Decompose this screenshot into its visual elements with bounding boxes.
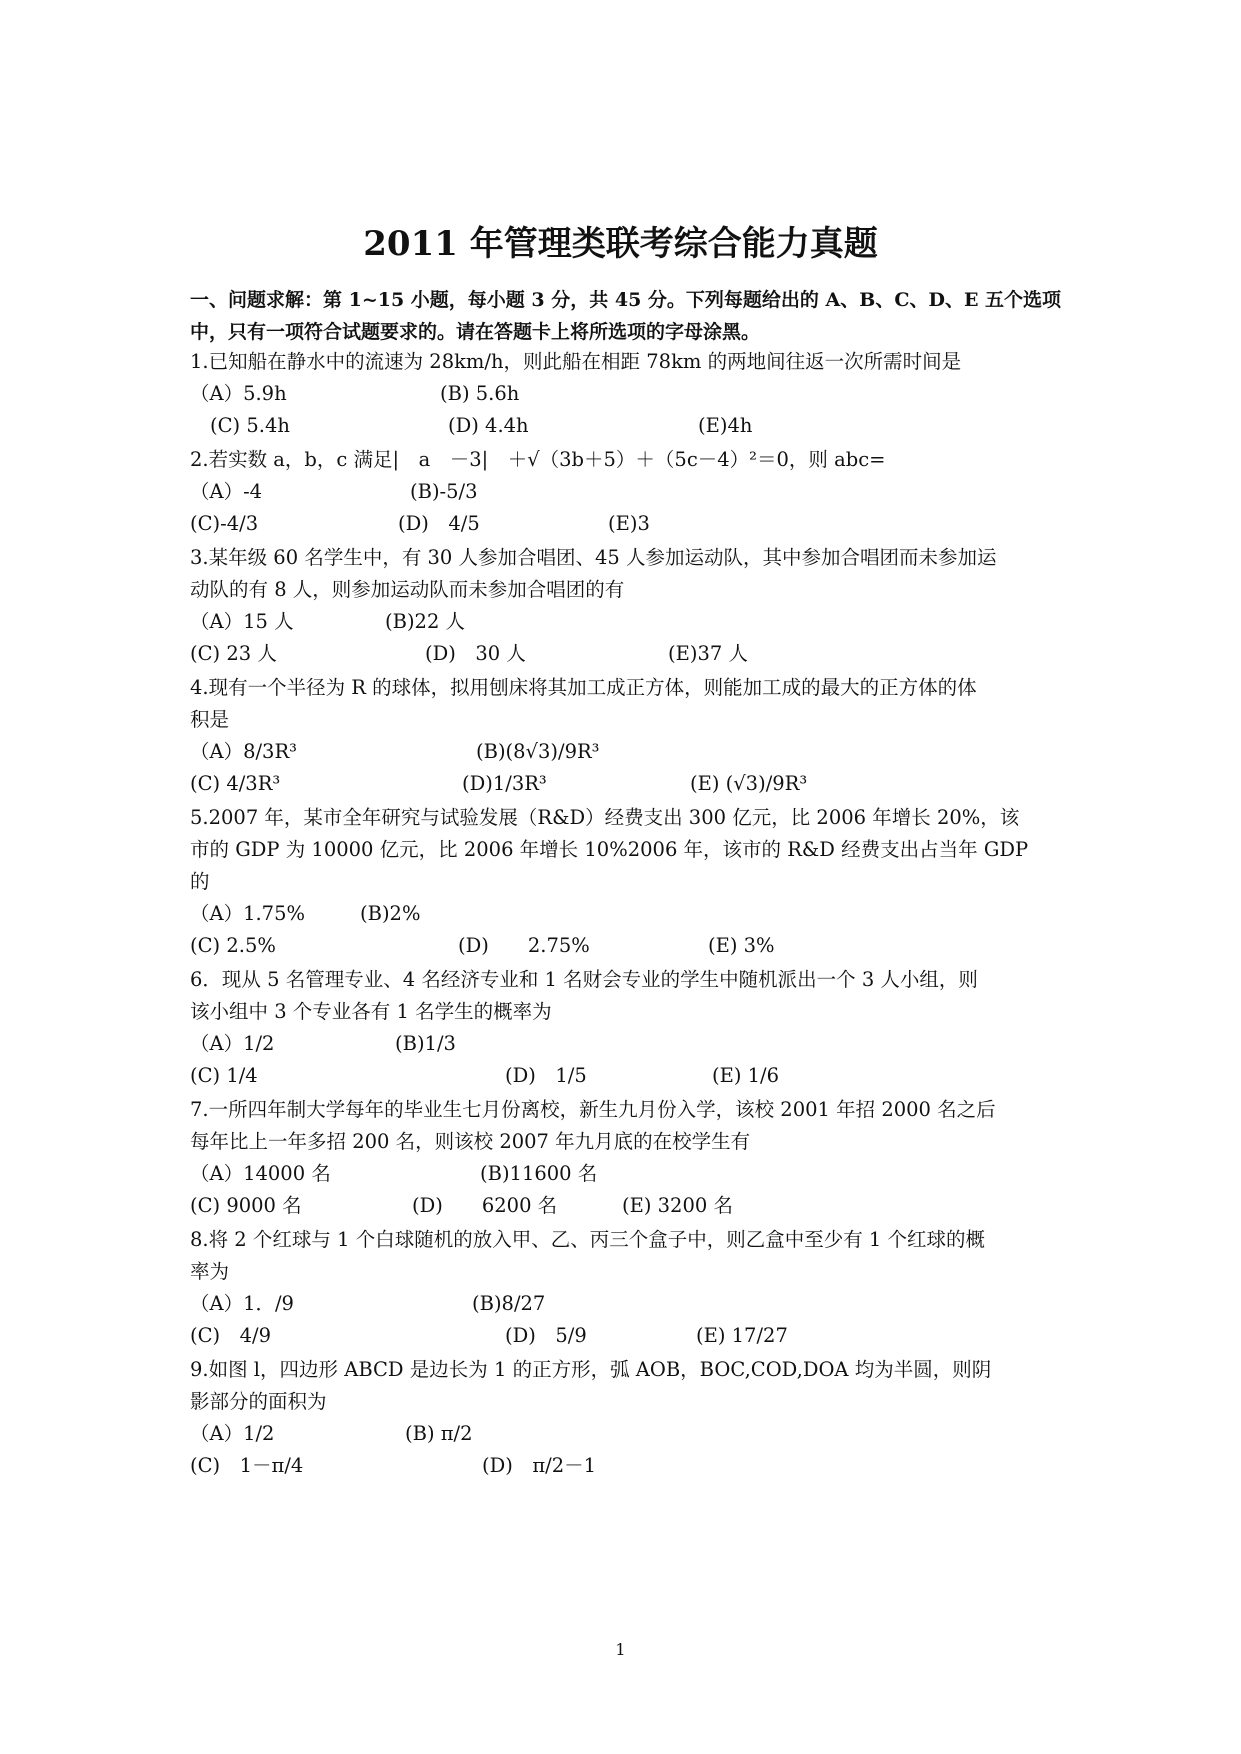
question-2-option-c: (C)-4/3 <box>190 512 259 535</box>
question-3-option-b: (B)22 人 <box>385 610 466 633</box>
question-3-text-line-2: 动队的有 8 人，则参加运动队而未参加合唱团的有 <box>190 578 625 601</box>
question-5-text-line-3: 的 <box>190 870 210 893</box>
question-6-option-a: （A）1/2 <box>190 1032 275 1055</box>
question-6-text-line-2: 该小组中 3 个专业各有 1 名学生的概率为 <box>190 1000 552 1023</box>
question-5-option-c: (C) 2.5% <box>190 934 276 957</box>
question-7-option-c: (C) 9000 名 <box>190 1194 302 1217</box>
question-1-option-c: (C) 5.4h <box>210 414 290 437</box>
question-2-text: 2.若实数 a，b，c 满足| a －3| ＋√（3b＋5）＋（5c－4）²＝0，则 abc= <box>190 448 886 471</box>
question-7-text-line-1: 7.一所四年制大学每年的毕业生七月份离校，新生九月份入学，该校 2001 年招 2000 名之后 <box>190 1098 996 1121</box>
question-8-text-line-2: 率为 <box>190 1260 230 1283</box>
question-5-option-b: (B)2% <box>360 902 421 925</box>
question-5-text-line-1: 5.2007 年，某市全年研究与试验发展（R&D）经费支出 300 亿元，比 2006 年增长 20%，该 <box>190 806 1020 829</box>
question-3-option-d: (D) 30 人 <box>425 642 526 665</box>
question-8-option-a: （A）1．/9 <box>190 1292 294 1315</box>
question-1-option-e: (E)4h <box>698 414 753 437</box>
question-6-text-line-1: 6．现从 5 名管理专业、4 名经济专业和 1 名财会专业的学生中随机派出一个 3 人小组，则 <box>190 968 978 991</box>
page-title: 2011 年管理类联考综合能力真题 <box>363 224 878 264</box>
question-4-text-line-1: 4.现有一个半径为 R 的球体，拟用刨床将其加工成正方体，则能加工成的最大的正方体的体 <box>190 676 977 699</box>
question-6-option-d: (D) 1/5 <box>505 1064 587 1087</box>
question-1-option-d: (D) 4.4h <box>448 414 529 437</box>
question-5-text-line-2: 市的 GDP 为 10000 亿元，比 2006 年增长 10%2006 年，该市的 R&D 经费支出占当年 GDP <box>190 838 1029 861</box>
question-3-option-c: (C) 23 人 <box>190 642 277 665</box>
question-8-option-c: (C) 4/9 <box>190 1324 272 1347</box>
question-6-option-c: (C) 1/4 <box>190 1064 258 1087</box>
question-2-option-b: (B)-5/3 <box>410 480 478 503</box>
question-5-option-e: (E) 3% <box>708 934 775 957</box>
question-2-option-a: （A）-4 <box>190 480 263 503</box>
question-3-option-e: (E)37 人 <box>668 642 748 665</box>
question-4-option-b: (B)(8√3)/9R³ <box>476 740 600 763</box>
page-number: 1 <box>615 1640 626 1659</box>
question-2-option-e: (E)3 <box>608 512 650 535</box>
question-9-option-a: （A）1/2 <box>190 1422 275 1445</box>
question-5-option-a: （A）1.75% <box>190 902 306 925</box>
question-4-option-e: (E) (√3)/9R³ <box>690 772 808 795</box>
question-4-option-a: （A）8/3R³ <box>190 740 297 763</box>
question-9-text-line-2: 影部分的面积为 <box>190 1390 327 1413</box>
question-8-option-e: (E) 17/27 <box>696 1324 788 1347</box>
question-6-option-b: (B)1/3 <box>395 1032 456 1055</box>
question-4-text-line-2: 积是 <box>190 708 230 731</box>
question-2-option-d: (D) 4/5 <box>398 512 480 535</box>
question-9-option-d: (D) π/2－1 <box>482 1454 597 1477</box>
section-instructions: 一、问题求解：第 1~15 小题，每小题 3 分，共 45 分。下列每题给出的 A、B、C、D、E 五个选项中，只有一项符合试题要求的。请在答题卡上将所选项的字母涂黑。 <box>190 289 1062 343</box>
question-1-option-a: （A）5.9h <box>190 382 287 405</box>
question-6-option-e: (E) 1/6 <box>712 1064 780 1087</box>
question-8-text-line-1: 8.将 2 个红球与 1 个白球随机的放入甲、乙、丙三个盒子中，则乙盒中至少有 1 个红球的概 <box>190 1228 986 1251</box>
question-8-option-d: (D) 5/9 <box>505 1324 587 1347</box>
question-1-text: 1.已知船在静水中的流速为 28km/h，则此船在相距 78km 的两地间往返一次所需时间是 <box>190 350 962 373</box>
question-7-option-d: (D) 6200 名 <box>412 1194 558 1217</box>
question-1-option-b: (B) 5.6h <box>440 382 520 405</box>
question-4-option-c: (C) 4/3R³ <box>190 772 281 795</box>
question-7-option-b: (B)11600 名 <box>480 1162 598 1185</box>
question-9-option-b: (B) π/2 <box>405 1422 473 1445</box>
question-3-text-line-1: 3.某年级 60 名学生中，有 30 人参加合唱团、45 人参加运动队，其中参加合唱团而未参加运 <box>190 546 997 569</box>
question-3-option-a: （A）15 人 <box>190 610 294 633</box>
question-7-option-e: (E) 3200 名 <box>622 1194 733 1217</box>
question-9-option-c: (C) 1－π/4 <box>190 1454 304 1477</box>
question-9-text-line-1: 9.如图 l，四边形 ABCD 是边长为 1 的正方形，弧 AOB，BOC,COD,DOA 均为半圆，则阴 <box>190 1358 992 1381</box>
question-7-text-line-2: 每年比上一年多招 200 名，则该校 2007 年九月底的在校学生有 <box>190 1130 751 1153</box>
question-8-option-b: (B)8/27 <box>472 1292 546 1315</box>
question-7-option-a: （A）14000 名 <box>190 1162 331 1185</box>
question-5-option-d: (D) 2.75% <box>458 934 590 957</box>
question-4-option-d: (D)1/3R³ <box>462 772 547 795</box>
